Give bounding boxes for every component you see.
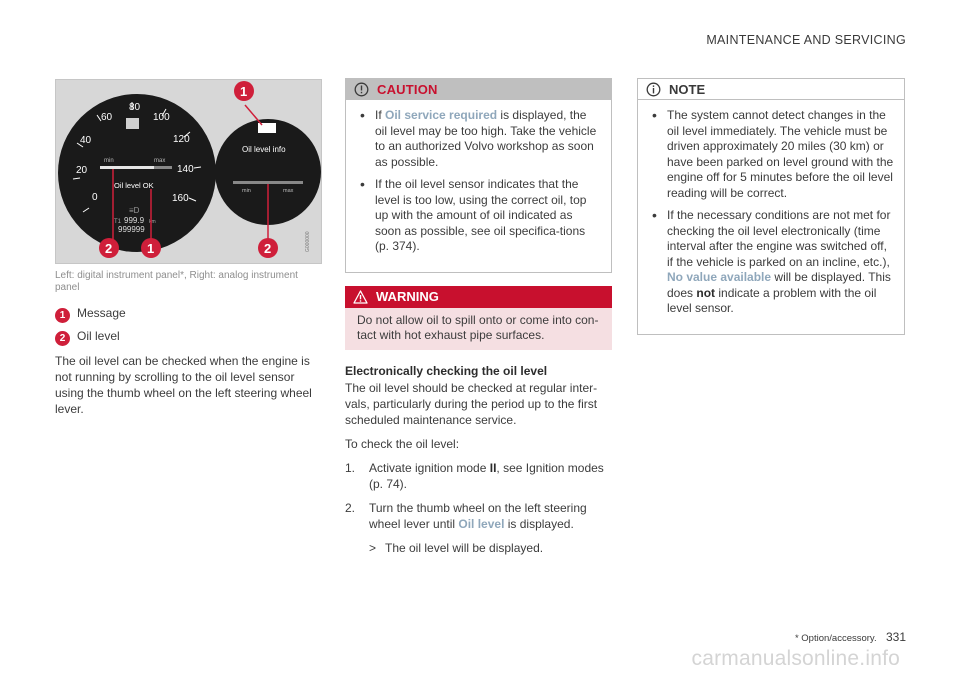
speed-label-140: 140	[177, 164, 194, 175]
legend-item-message	[55, 301, 322, 324]
legend-item-oil-level	[55, 324, 322, 347]
note-body	[638, 100, 904, 334]
left-level-min: min	[104, 158, 114, 164]
legend-text: Oil level	[77, 328, 120, 343]
speed-label-80: 80	[129, 102, 141, 113]
right-level-max: max	[283, 188, 294, 194]
column-left	[55, 79, 322, 417]
trip-unit: km	[149, 219, 156, 225]
trip-label: T1	[114, 219, 122, 225]
caution-icon	[354, 82, 369, 97]
right-level-min: min	[242, 188, 251, 194]
speed-label-60: 60	[101, 112, 113, 123]
step-2: 2. Turn the thumb wheel on the left steering wheel lever until Oil level is displayed.	[345, 500, 587, 531]
step-2-result: > The oil level will be displayed.	[369, 540, 544, 555]
page-number: 331	[885, 630, 906, 644]
right-oil-level-bar	[233, 181, 303, 184]
section-title: MAINTENANCE AND SERVICING	[706, 33, 906, 47]
note-box	[637, 78, 905, 335]
legend-badge-1: 1	[55, 308, 70, 323]
note-item: • If the necessary conditions are not met for checking the oil level electronically (time interval after the engine was switched off, if the vehicle is parked on an incline, etc.), No value available will be displayed. This does not indicate a problem with the oil level sensor.	[652, 207, 891, 315]
note-item: • The system cannot detect changes in the oil level immediately. The vehicle must be driven approximately 20 miles (30 km) or have been parked on level ground with the engine off for 5 minutes before the oil level reading will be correct.	[652, 107, 894, 200]
left-oil-level-fill	[100, 166, 154, 169]
electronic-check-intro: The oil level should be checked at regular inter-vals, particularly during the period up to the first scheduled maintenance service.	[345, 380, 598, 427]
footnote: * Option/accessory.	[794, 633, 877, 644]
warning-text: Do not allow oil to spill onto or come into con-tact with hot exhaust pipe surfaces.	[345, 308, 612, 350]
left-status-text: Oil level OK	[114, 181, 154, 190]
left-level-max: max	[154, 158, 166, 164]
instrument-panel-figure	[55, 79, 322, 264]
warning-icon	[353, 290, 368, 304]
oil-can-icon	[126, 118, 139, 129]
figure-legend	[55, 301, 322, 347]
odometer-value: 999999	[118, 225, 145, 234]
callout-2-left-label: 2	[105, 241, 113, 256]
ignition-mode-ii: II	[489, 460, 497, 475]
trip-value: 999.9	[124, 216, 145, 225]
oil-service-required-message: Oil service required	[385, 108, 498, 122]
no-value-available-message: No value available	[667, 270, 772, 284]
caution-title: CAUTION	[377, 82, 438, 97]
figure-caption: Left: digital instrument panel*, Right: analog instrument panel	[55, 270, 298, 293]
legend-badge-2: 2	[55, 331, 70, 346]
column-middle	[345, 78, 612, 556]
right-message-text: Oil level info	[242, 145, 286, 154]
callout-2-right-label: 2	[264, 241, 272, 256]
speed-label-120: 120	[173, 134, 190, 145]
image-code: G000000	[305, 231, 311, 252]
speed-label-160: 160	[172, 193, 189, 204]
caution-item: • If the oil level sensor indicates that the level is too low, using the correct oil, top up with the amount of oil indicated as soon as possible, see oil specifica-tions (p. 374).	[360, 176, 587, 253]
electronic-check-lead: To check the oil level:	[345, 436, 460, 451]
speed-label-0: 0	[92, 192, 98, 203]
caution-body	[346, 100, 611, 272]
note-header	[638, 79, 904, 100]
step-1: 1. Activate ignition mode II, see Ignition modes (p. 74).	[345, 460, 604, 491]
info-icon	[646, 82, 661, 97]
page-footer	[795, 630, 906, 644]
intro-paragraph: The oil level can be checked when the engine is not running by scrolling to the oil level sensor using the thumb wheel on the left steering wheel lever.	[55, 354, 312, 416]
watermark: carmanualsonline.info	[691, 647, 900, 670]
lights-icon: ≡D	[129, 206, 140, 215]
caution-box	[345, 78, 612, 273]
instrument-illustration	[56, 80, 322, 264]
electronic-check-heading: Electronically checking the oil level	[345, 363, 548, 378]
speed-label-20: 20	[76, 165, 88, 176]
speed-label-100: 100	[153, 112, 170, 123]
legend-text: Message	[77, 305, 126, 320]
oil-level-message: Oil level	[458, 516, 505, 531]
warning-title: WARNING	[376, 289, 439, 304]
column-right	[637, 78, 905, 335]
callout-1-label: 1	[240, 84, 248, 99]
caution-header	[346, 79, 611, 100]
warning-header	[345, 286, 612, 308]
callout-1-left-label: 1	[147, 241, 155, 256]
caution-item: • If Oil service required is displayed, the oil level may be too high. Take the vehicle to an authorized Volvo workshop as soon as possible.	[360, 107, 597, 169]
speed-label-40: 40	[80, 135, 92, 146]
note-title: NOTE	[669, 81, 706, 97]
warning-box	[345, 286, 612, 350]
